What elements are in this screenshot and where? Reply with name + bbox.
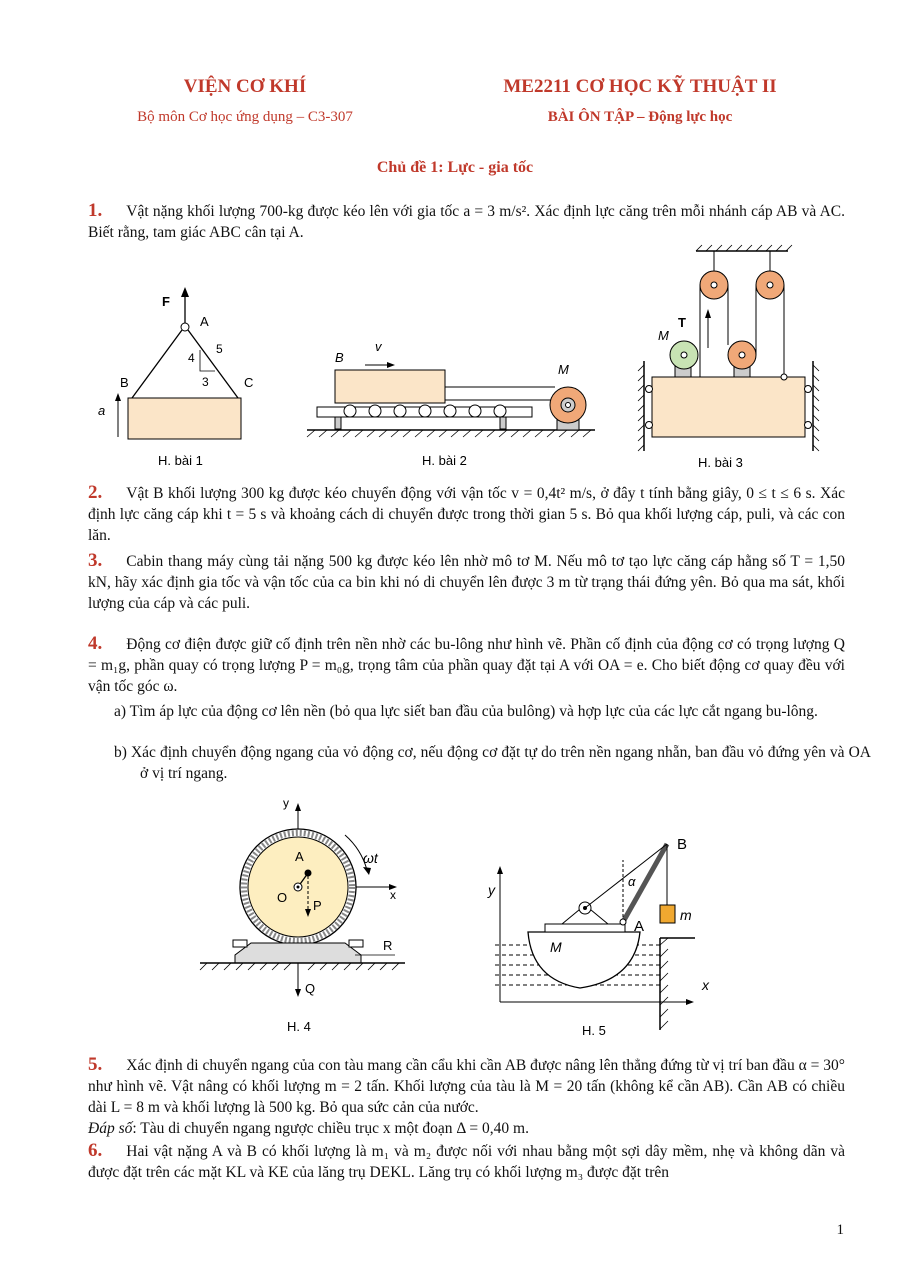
problem-number: 3.: [88, 550, 103, 571]
answer-text: : Tàu di chuyển ngang ngược chiều trục x một đoạn Δ = 0,40 m.: [132, 1120, 529, 1137]
label-c: C: [244, 375, 254, 390]
page-number: 1: [836, 1222, 844, 1238]
label-a: A: [634, 918, 645, 935]
label-load-m: m: [680, 907, 692, 923]
point-a: [305, 870, 312, 877]
arrow-head: [115, 393, 121, 401]
review-title: BÀI ÔN TẬP – Động lực học: [547, 109, 733, 125]
topic-title: Chủ đề 1: Lực - gia tốc: [376, 159, 534, 176]
tension-arrow: [705, 309, 711, 318]
problem-text: Vật B khối lượng 300 kg được kéo chuyển động với vận tốc v = 0,4t² m/s, ở đây t tính bằng giây, 0 ≤ t ≤ 6 s. Xác định lực căng cáp khi t = 5 s và khoảng cách di chuyển được trong thời gian 5 s. Bỏ qua khối lượng cáp, puli, và các con lăn.: [88, 485, 845, 544]
slope-triangle: [200, 350, 215, 371]
problem-number: 2.: [88, 482, 103, 503]
problem-4a: a) Tìm áp lực của động cơ lên nền (bỏ qua lực siết ban đầu của bulông) và hợp lực của các lực cắt ngang bu-lông.: [114, 703, 818, 720]
figure-caption: H. bài 2: [422, 453, 467, 468]
arrow-head: [387, 362, 395, 368]
label-p: P: [313, 898, 322, 913]
load-m: [660, 905, 675, 923]
arrow-head: [181, 287, 189, 297]
problem-text: Vật nặng khối lượng 700-kg được kéo lên với gia tốc a = 3 m/s². Xác định lực căng trên mỗi nhánh cáp AB và AC. Biết rằng, tam giác ABC cân tại A.: [88, 203, 845, 241]
motor-base: [235, 943, 361, 963]
elevator-cabin: [652, 377, 805, 437]
problem-5: [88, 1054, 845, 1139]
label-a: A: [200, 314, 209, 329]
problem-2: [88, 482, 845, 546]
problem-4: [88, 633, 845, 697]
label-b: B: [677, 836, 688, 853]
figure-caption: H. 5: [582, 1023, 606, 1038]
problem-text: Hai vật nặng A và B có khối lượng là m₁ và m₂ được nối với nhau bằng một sợi dây mềm, nhẹ và không dãn và được đặt trên các mặt KL và KE của lăng trụ DEKL. Lăng trụ có khối lượng m₃ được đặt trên: [88, 1143, 845, 1181]
label-a: A: [295, 849, 304, 864]
problem-6: [88, 1140, 845, 1183]
label-b: B: [120, 375, 129, 390]
figure-caption: H. 4: [287, 1019, 311, 1034]
figure-4: [195, 795, 410, 1035]
label-m: M: [658, 328, 669, 343]
answer-label: Đáp số: [88, 1120, 133, 1137]
deck: [545, 924, 625, 932]
problem-number: 4.: [88, 633, 103, 654]
ship-hull: [528, 932, 640, 988]
joint-a: [181, 323, 189, 331]
label-m: M: [558, 362, 569, 377]
weight-block: [128, 398, 241, 439]
label-f: F: [162, 294, 170, 309]
problem-number: 6.: [88, 1140, 103, 1161]
label-t: T: [678, 315, 686, 330]
label-v: v: [375, 339, 382, 354]
problem-1: [88, 200, 845, 243]
label-r: R: [383, 938, 393, 953]
problem-text: Xác định di chuyển ngang của con tàu mang cần cẩu khi cần AB được nâng lên thẳng đứng từ vị trí ban đầu α = 30° như hình vẽ. Vật nâng có khối lượng m = 2 tấn. Khối lượng của tàu là M = 20 tấn (không kể cần AB). Cần AB có chiều dài L = 8 m và khối lượng là 500 kg. Bỏ qua sức cản của nước.: [88, 1057, 845, 1116]
figure-caption: H. bài 1: [158, 453, 203, 468]
ground-hatch: [307, 430, 591, 437]
problem-number: 5.: [88, 1054, 103, 1075]
label-y: y: [283, 796, 289, 810]
problem-text: Động cơ điện được giữ cố định trên nền nhờ các bu-lông như hình vẽ. Phần cố định của động cơ có trọng lượng Q = m₁g, phần quay có trọng lượng P = m₀g, trọng tâm của phần quay đặt tại A với OA = e. Cho biết động cơ quay đều với vận tốc góc ω.: [88, 636, 845, 695]
label-o: O: [277, 890, 288, 905]
figure-1: [90, 285, 260, 470]
label-alpha: α: [628, 874, 636, 889]
figure-3: [628, 243, 833, 475]
label-b: B: [335, 350, 344, 365]
figure-2: [305, 335, 600, 470]
block-b: [335, 370, 445, 403]
cable: [585, 844, 667, 908]
problem-number: 1.: [88, 200, 103, 221]
bolt: [349, 940, 363, 947]
label-y: y: [488, 882, 495, 898]
bolt: [233, 940, 247, 947]
weight-arrow-q: [295, 989, 301, 997]
department-name: Bộ môn Cơ học ứng dụng – C3-307: [137, 109, 353, 125]
figure-5: [480, 830, 709, 1040]
course-title: ME2211 CƠ HỌC KỸ THUẬT II: [503, 76, 777, 97]
problem-text: Cabin thang máy cùng tải nặng 500 kg được kéo lên nhờ mô tơ M. Nếu mô tơ tạo lực căng cáp hằng số T = 1,50 kN, hãy xác định gia tốc và vận tốc của ca bin khi nó di chuyển lên được 3 m từ trạng thái đứng yên. Bỏ qua ma sát, khối lượng của cáp và các puli.: [88, 553, 845, 612]
label-omega-t: ωt: [363, 850, 378, 866]
problem-3: [88, 550, 845, 614]
label-4: 4: [188, 351, 195, 365]
label-x: x: [390, 888, 396, 902]
problem-4b: b) Xác định chuyển động ngang của vỏ động cơ, nếu động cơ đặt tự do trên nền ngang nhẵn, ban đầu vỏ đứng yên và OA ở vị trí ngang.: [114, 744, 871, 782]
label-q: Q: [305, 981, 316, 996]
label-x: x: [702, 977, 709, 993]
label-3: 3: [202, 375, 209, 389]
cable-ab: [132, 330, 182, 398]
institute-name: VIỆN CƠ KHÍ: [183, 76, 307, 97]
cable-ac: [188, 330, 238, 398]
label-accel: a: [98, 403, 106, 418]
label-5: 5: [216, 342, 223, 356]
label-ship-m: M: [550, 939, 562, 955]
figure-caption: H. bài 3: [698, 455, 743, 470]
